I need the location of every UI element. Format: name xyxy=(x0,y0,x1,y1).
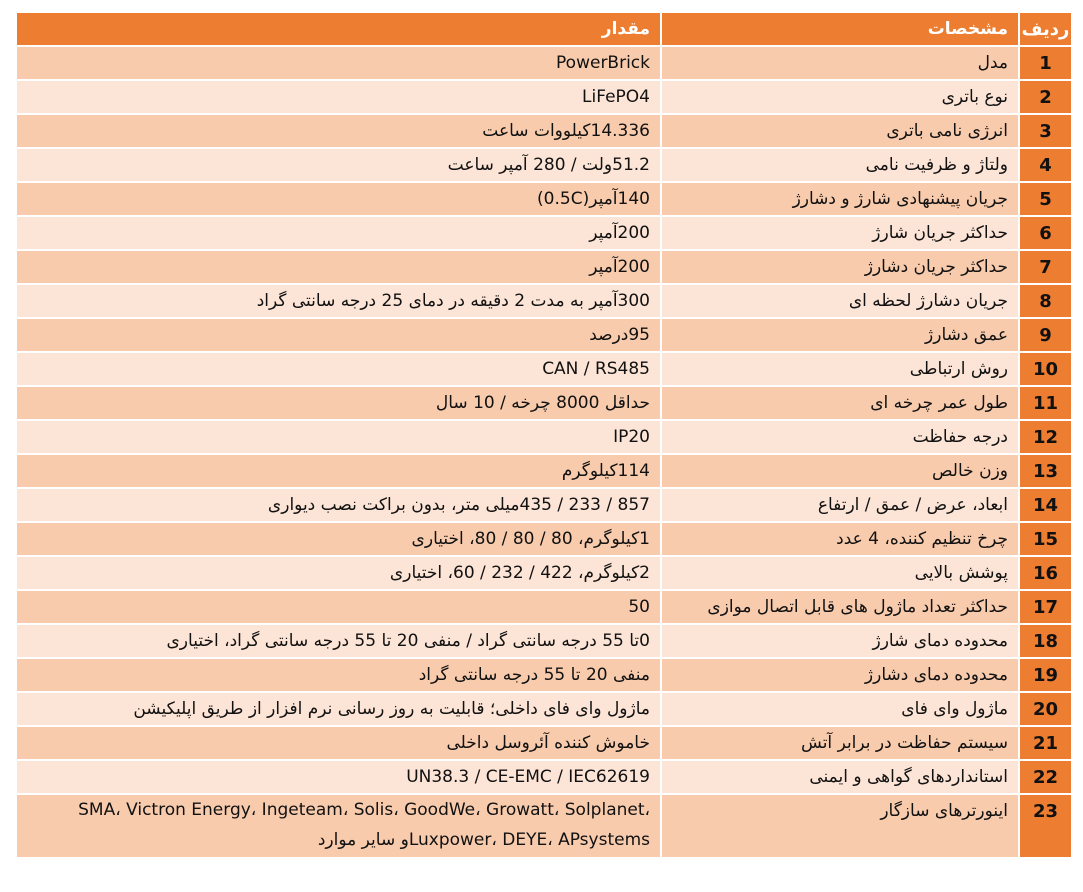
row-number: 12 xyxy=(1018,421,1071,455)
table-row xyxy=(17,183,1071,217)
row-number: 23 xyxy=(1018,795,1071,859)
row-spec: روش ارتباطی xyxy=(660,353,1018,387)
row-value: 300آمپر به مدت 2 دقیقه در دمای 25 درجه سانتی گراد xyxy=(17,285,660,319)
spec-table xyxy=(17,13,1071,859)
table-row xyxy=(17,693,1071,727)
row-spec: وزن خالص xyxy=(660,455,1018,489)
table-row xyxy=(17,115,1071,149)
table-row xyxy=(17,557,1071,591)
row-number: 7 xyxy=(1018,251,1071,285)
row-number: 20 xyxy=(1018,693,1071,727)
row-value: 14.336کیلووات ساعت xyxy=(17,115,660,149)
row-spec: حداکثر جریان شارژ xyxy=(660,217,1018,251)
row-value: 51.2ولت / 280 آمپر ساعت xyxy=(17,149,660,183)
row-number: 18 xyxy=(1018,625,1071,659)
row-value: 857 / 233 / 435میلی متر، بدون براکت نصب دیواری xyxy=(17,489,660,523)
row-value: 2کیلوگرم، 422 / 232 / 60، اختیاری xyxy=(17,557,660,591)
row-spec: انرژی نامی باتری xyxy=(660,115,1018,149)
row-spec: نوع باتری xyxy=(660,81,1018,115)
row-spec: پوشش بالایی xyxy=(660,557,1018,591)
row-value: 200آمپر xyxy=(17,217,660,251)
table-row xyxy=(17,285,1071,319)
row-value: IP20 xyxy=(17,421,660,455)
row-spec: چرخ تنظیم کننده، 4 عدد xyxy=(660,523,1018,557)
table-row xyxy=(17,421,1071,455)
header-value: مقدار xyxy=(17,13,660,47)
row-number: 10 xyxy=(1018,353,1071,387)
row-number: 11 xyxy=(1018,387,1071,421)
row-value: SMA، Victron Energy، Ingeteam، Solis، GoodWe، Growatt، Solplanet، Luxpower، DEYE، APsystemsو سایر موارد xyxy=(17,795,660,859)
row-number: 1 xyxy=(1018,47,1071,81)
row-spec: اینورترهای سازگار xyxy=(660,795,1018,859)
table-row xyxy=(17,761,1071,795)
row-number: 5 xyxy=(1018,183,1071,217)
row-value: LiFePO4 xyxy=(17,81,660,115)
row-value: 200آمپر xyxy=(17,251,660,285)
row-spec: محدوده دمای شارژ xyxy=(660,625,1018,659)
row-spec: ابعاد، عرض / عمق / ارتفاع xyxy=(660,489,1018,523)
row-value: UN38.3 / CE-EMC / IEC62619 xyxy=(17,761,660,795)
row-number: 9 xyxy=(1018,319,1071,353)
table-row xyxy=(17,47,1071,81)
header-row-number: ردیف xyxy=(1018,13,1071,47)
table-row xyxy=(17,455,1071,489)
table-row xyxy=(17,625,1071,659)
row-number: 2 xyxy=(1018,81,1071,115)
row-value: 114کیلوگرم xyxy=(17,455,660,489)
table-row xyxy=(17,353,1071,387)
table-row xyxy=(17,149,1071,183)
table-header xyxy=(17,13,1071,47)
row-value: حداقل 8000 چرخه / 10 سال xyxy=(17,387,660,421)
table-row xyxy=(17,217,1071,251)
row-number: 6 xyxy=(1018,217,1071,251)
row-spec: مدل xyxy=(660,47,1018,81)
row-spec: حداکثر تعداد ماژول های قابل اتصال موازی xyxy=(660,591,1018,625)
row-number: 14 xyxy=(1018,489,1071,523)
table-row xyxy=(17,659,1071,693)
row-spec: ولتاژ و ظرفیت نامی xyxy=(660,149,1018,183)
table-row xyxy=(17,489,1071,523)
row-value: ماژول وای فای داخلی؛ قابلیت به روز رسانی نرم افزار از طریق اپلیکیشن xyxy=(17,693,660,727)
row-number: 15 xyxy=(1018,523,1071,557)
table-row xyxy=(17,591,1071,625)
row-number: 13 xyxy=(1018,455,1071,489)
row-value: CAN / RS485 xyxy=(17,353,660,387)
row-spec: جریان دشارژ لحظه ای xyxy=(660,285,1018,319)
row-value: خاموش کننده آئروسل داخلی xyxy=(17,727,660,761)
row-value: 0تا 55 درجه سانتی گراد / منفی 20 تا 55 درجه سانتی گراد، اختیاری xyxy=(17,625,660,659)
table-row xyxy=(17,81,1071,115)
row-number: 8 xyxy=(1018,285,1071,319)
row-spec: عمق دشارژ xyxy=(660,319,1018,353)
row-spec: سیستم حفاظت در برابر آتش xyxy=(660,727,1018,761)
row-spec: محدوده دمای دشارژ xyxy=(660,659,1018,693)
table-row xyxy=(17,727,1071,761)
row-number: 19 xyxy=(1018,659,1071,693)
table-row xyxy=(17,319,1071,353)
row-value: منفی 20 تا 55 درجه سانتی گراد xyxy=(17,659,660,693)
row-value: 1کیلوگرم، 80 / 80 / 80، اختیاری xyxy=(17,523,660,557)
header-spec: مشخصات xyxy=(660,13,1018,47)
row-number: 21 xyxy=(1018,727,1071,761)
table-row xyxy=(17,523,1071,557)
row-number: 22 xyxy=(1018,761,1071,795)
row-spec: جریان پیشنهادی شارژ و دشارژ xyxy=(660,183,1018,217)
row-spec: استانداردهای گواهی و ایمنی xyxy=(660,761,1018,795)
row-value: 50 xyxy=(17,591,660,625)
table-row xyxy=(17,795,1071,859)
table-row xyxy=(17,387,1071,421)
row-spec: درجه حفاظت xyxy=(660,421,1018,455)
table-row xyxy=(17,251,1071,285)
row-value: 140آمپر(0.5C) xyxy=(17,183,660,217)
row-number: 16 xyxy=(1018,557,1071,591)
row-spec: ماژول وای فای xyxy=(660,693,1018,727)
row-number: 17 xyxy=(1018,591,1071,625)
row-number: 3 xyxy=(1018,115,1071,149)
row-spec: طول عمر چرخه ای xyxy=(660,387,1018,421)
row-number: 4 xyxy=(1018,149,1071,183)
row-value: PowerBrick xyxy=(17,47,660,81)
row-value: 95درصد xyxy=(17,319,660,353)
row-spec: حداکثر جریان دشارژ xyxy=(660,251,1018,285)
